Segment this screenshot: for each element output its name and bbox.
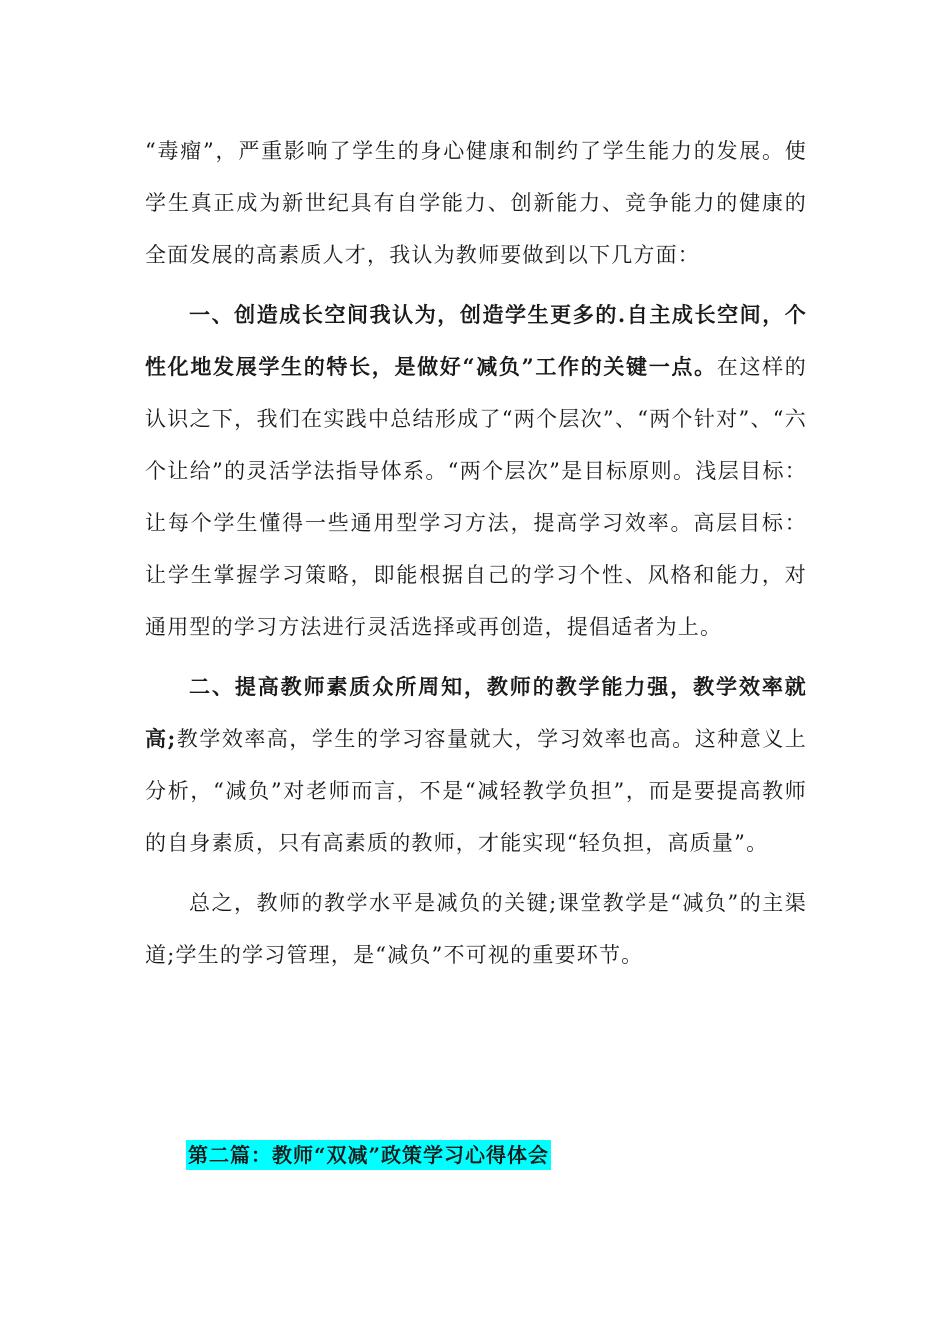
- paragraph-intro: [145, 125, 807, 281]
- paragraph-intro-text: “毒瘤”，严重影响了学生的身心健康和制约了学生能力的发展。使学生真正成为新世纪具有自学能力、创新能力、竞争能力的健康的全面发展的高素质人才，我认为教师要做到以下几方面：: [145, 139, 807, 267]
- section-one-title: 一、创造成长空间我认为，创造学生更多的.自主成长空间，个性化地发展学生的特长，是做好“减负”工作的关键一点。: [145, 302, 807, 379]
- paragraph-section-one: [145, 289, 807, 653]
- summary-text: 总之，教师的教学水平是减负的关键;课堂教学是“减负”的主渠道;学生的学习管理，是“减负”不可视的重要环节。: [145, 891, 807, 967]
- section-two-title: 二、提高教师素质众所周知，教师的教学能力强，教学效率就高;: [145, 674, 807, 751]
- section-one-text: 在这样的认识之下，我们在实践中总结形成了“两个层次”、“两个针对”、“六个让给”的灵活学法指导体系。“两个层次”是目标原则。浅层目标：让每个学生懂得一些通用型学习方法，提高学习效率。高层目标：让学生掌握学习策略，即能根据自己的学习个性、风格和能力，对通用型的学习方法进行灵活选择或再创造，提倡适者为上。: [145, 355, 807, 639]
- paragraph-section-two: [145, 661, 807, 869]
- paragraph-summary: [145, 877, 807, 981]
- document-body: [145, 125, 807, 981]
- section-heading-wrapper: [186, 1140, 551, 1170]
- section-two-text: 教学效率高，学生的学习容量就大，学习效率也高。这种意义上分析，“减负”对老师而言，不是“减轻教学负担”，而是要提高教师的自身素质，只有高素质的教师，才能实现“轻负担，高质量”。: [145, 727, 807, 855]
- highlighted-section-heading: 第二篇：教师“双减”政策学习心得体会: [186, 1140, 551, 1170]
